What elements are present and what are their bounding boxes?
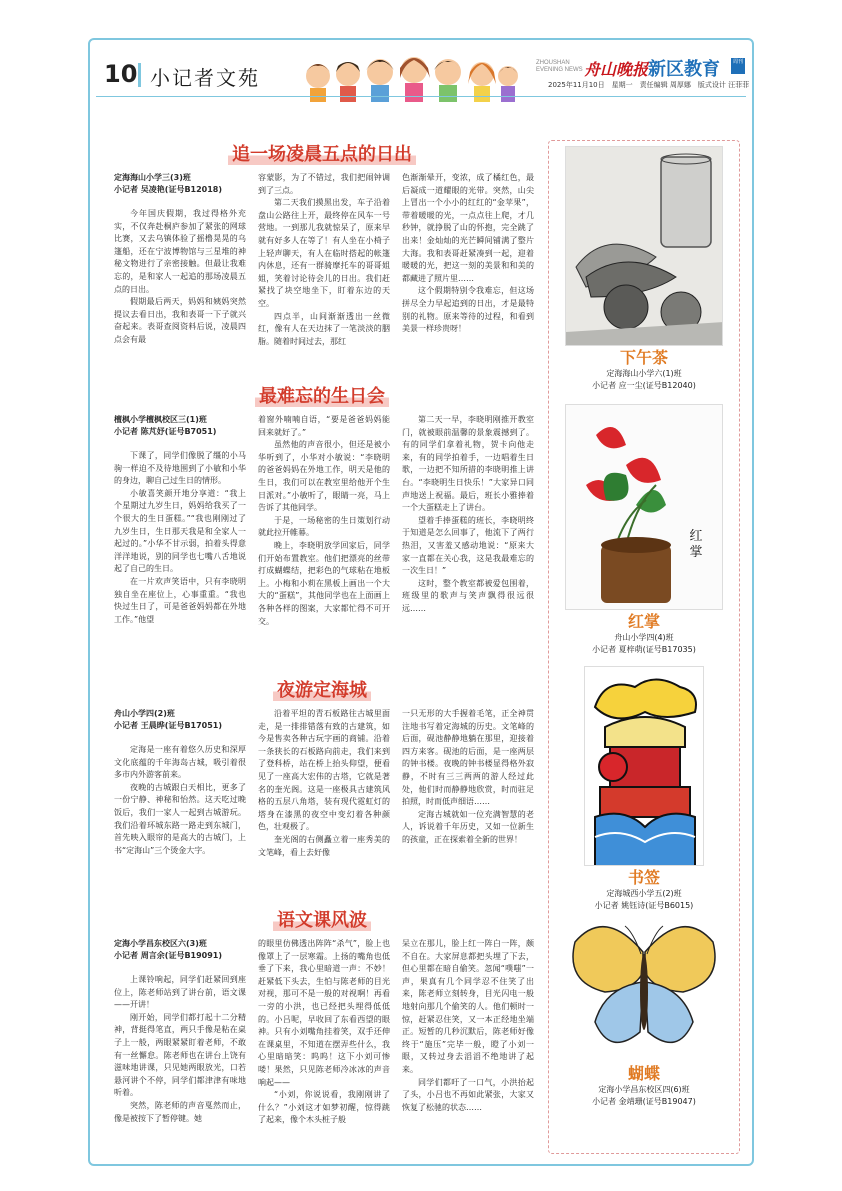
page-number: 10	[104, 60, 138, 88]
article-column	[258, 938, 390, 1127]
butterfly-drawing	[565, 912, 723, 1062]
artwork-title: 红掌	[627, 612, 660, 631]
school: 定海海山小学三(3)班	[114, 173, 191, 182]
article-column	[114, 414, 246, 628]
paragraph: 沿着平坦的青石板路往古城里面走，是一排排错落有致的古建筑，如今是售卖各种古玩字画的商铺。沿着一条狭长的石板路向前走，我们来到了登科桥，站在桥上抬头仰望，便看见了一座高大宏伟的古塔，它就是著名的奎光阁。这是一座极具古建筑风格的五层八角塔，装有现代霓虹灯的塔身在漆黑的夜空中变幻着各种颜色，壮观极了。	[258, 709, 390, 832]
paragraph: 着窗外喃喃自语，“要是爸爸妈妈能回来就好了。”	[258, 415, 390, 437]
paragraph: 这个假期特别令我难忘，但这场拼尽全力早起追到的日出，才是最特别的礼物。原来等待的过程，和看到美景一样珍贵呀！	[402, 286, 534, 334]
paragraph: 第二天一早，李晓明刚推开教室门，就被眼前温馨的景象震撼到了。有的同学们拿着礼物，贺卡向他走来，有的同学拍着手，一边唱着生日歌，一边把不知所措的李晓明推上讲台。“李晓明生日快乐！”大家异口同声地送上祝福。最后，班长小雅捧着一个大蛋糕走上了讲台。	[402, 415, 534, 513]
school: 定海小学昌东校区六(3)班	[114, 939, 207, 948]
article-body	[114, 708, 534, 859]
artwork-image	[565, 912, 723, 1062]
paragraph: 虽然他的声音很小，但还是被小华听到了，小华对小敏说：“李晓明的爸爸妈妈在外地工作，明天是他的生日，我们可以在教室里给他开个生日派对。”小敏听了，眼睛一亮，马上告诉了其他同学。	[258, 440, 390, 513]
byline	[114, 172, 246, 196]
reporter: 小记者 陈芃妤(证号B7051)	[114, 427, 217, 436]
article-column	[402, 172, 534, 348]
paragraph: 于是，一场秘密的生日策划行动就此拉开帷幕。	[258, 515, 390, 538]
article	[110, 906, 534, 932]
paragraph: “小刘，你说说看，我刚刚讲了什么？”小刘这才如梦初醒，惊得跳了起来，像个木头桩子般	[258, 1090, 390, 1125]
paragraph: 呆立在那儿，脸上红一阵白一阵，颇不自在。大家屏息都把头埋了下去，但心里都在暗自偷笑。忽闻“噗嗤”一声，果真有几个同学忍不住笑了出来，陈老师立刻转身，目光闪电一般地射向那几个偷笑的人。他们顿时一惊，赶紧忍住笑，又一本正经地坐端正。短暂的几秒沉默后，陈老师好像终于“施压”完毕一般，瞪了小刘一眼，又转过身去滔滔不绝地讲了起来。	[402, 939, 534, 1074]
article-column	[258, 172, 390, 348]
brand-english: ZHOUSHAN EVENING NEWS	[536, 60, 583, 73]
article-column	[114, 938, 246, 1127]
article-column	[402, 708, 534, 859]
byline	[114, 708, 246, 732]
paragraph: 下课了，同学们像脱了缰的小马驹一样迫不及待地围到了小敏和小华的身边，聊自己过生日的情形。	[114, 451, 246, 486]
anthurium-painting	[566, 405, 723, 610]
article-column	[114, 708, 246, 859]
paragraph: 的眼里仿佛透出阵阵“杀气”，脸上也像罩上了一层寒霜。上扬的嘴角也低垂了下来，我心里暗道一声：不妙！赶紧低下头去，生怕与陈老师的目光对视，那可不是一般的对视啊！再看一旁的小洪，也已经把头埋得低低的。小吕呢，早收回了东看西望的眼神。只有小刘嘴角挂着笑，双手还伸在课桌里，不知道在摆弄些什么，我心里暗暗笑：呜呜！这下小刘可惨喽！果然，只见陈老师冷冰冰的声音响起——	[258, 939, 390, 1087]
paragraph: 晚上，李晓明放学回家后，同学们开始布置教室。他们把漂亮的丝带打成蝴蝶结，把彩色的气球粘在地板上。小梅和小莉在黑板上画出一个大大的“蛋糕”，其他同学也在上面画上各种各样的图案，大家都忙得不可开交。	[258, 540, 390, 626]
artwork-reporter: 小记者 夏梓萌(证号B17035)	[592, 645, 696, 654]
reporter: 小记者 吴凌艳(证号B12018)	[114, 185, 223, 194]
byline	[114, 414, 246, 438]
artwork-item	[556, 912, 732, 1108]
paragraph: 夜晚的古城跟白天相比，更多了一份宁静、神秘和怡然。这天吃过晚饭后，我们一家人一起到古城游玩。我们沿着环城东路一路走到东城门，首先映入眼帘的是高大的古城门，上书“定海山”三个烫金大字。	[114, 782, 246, 855]
reporter: 小记者 王晨晔(证号B17051)	[114, 721, 223, 730]
paragraph: 突然，陈老师的声音戛然而止，像是被按下了暂停键。她	[114, 1100, 246, 1123]
artwork-title: 书签	[627, 868, 660, 887]
artwork-image	[565, 146, 723, 346]
artwork-school: 定海海山小学六(1)班	[606, 369, 682, 378]
reporter: 小记者 周言余(证号B19091)	[114, 951, 223, 960]
brand-logo: 舟山晚报	[584, 60, 649, 79]
brand-section: 新区教育	[648, 59, 720, 80]
article-title: 夜游定海城	[110, 676, 534, 702]
article-title: 追一场凌晨五点的日出	[110, 140, 534, 166]
article-column	[402, 938, 534, 1127]
date-line: 2025年11月10日 星期一 责任编辑 周厚娜 版式设计 汪菲菲	[548, 81, 750, 89]
paragraph: 定海古城就如一位充满智慧的老人，诉说着千年历史，又如一位新生的孩童，正在探索着全新的世界！	[402, 809, 534, 844]
paragraph: 奎光阁的右侧矗立着一座秀美的文笔峰，看上去好像	[258, 834, 390, 857]
artwork-reporter: 小记者 姚钰诗(证号B6015)	[594, 901, 694, 910]
header-divider	[138, 63, 141, 87]
paragraph: 小敏喜笑颜开地分享道：“我上个星期过九岁生日，妈妈给我买了一个很大的生日蛋糕。”“我也刚刚过了九岁生日，生日那天我是和全家人一起过的。”小华不甘示弱，拍着头得意洋洋地说，别的同学也七嘴八舌地说起了自己的生日。	[114, 488, 246, 574]
children-illustration	[300, 44, 520, 104]
artwork-image	[565, 404, 723, 610]
paragraph: 假期最后两天，妈妈和姨妈突然提议去看日出，我和表哥一下子就兴奋起来。表哥查阅资料后说，凌晨四点会有最	[114, 297, 246, 344]
artwork-school: 舟山小学四(4)班	[614, 633, 674, 642]
paragraph: 色渐渐晕开，变浓，成了橘红色，最后凝成一道耀眼的光带。突然，山尖上冒出一个小小的红红的“金苹果”，带着暖暖的光，一点点往上爬，才几秒钟，就挣脱了山的怀抱，完全跳了出来！金灿灿的光芒瞬间铺满了整片大海。我和表哥赶紧凑到一起，迎着暖暖的光，把这一刻的美景和和美的都藏进了照片里……	[402, 173, 534, 283]
paragraph: 今年国庆假期，我过得格外充实，不仅奔赴桐庐参加了紧张的网球比赛，又去乌镇体验了摇橹晃晃的乌篷船，还在宁波博物馆与三星堆的神秘文物进行了亲密接触。但最让我难忘的，是和家人一起追的那场凌晨五点的日出。	[114, 209, 246, 294]
byline	[114, 938, 246, 962]
artwork-reporter: 小记者 金靖珊(证号B19047)	[592, 1097, 696, 1106]
paragraph: 上课铃响起，同学们赶紧回到座位上，陈老师站到了讲台前，语文课——开讲！	[114, 975, 246, 1010]
article-title: 最难忘的生日会	[110, 382, 534, 408]
article	[110, 676, 534, 702]
article	[110, 140, 534, 166]
article	[110, 382, 534, 408]
artwork-school: 定海城西小学五(2)班	[606, 889, 682, 898]
brand-section-tag: 周刊	[731, 58, 745, 74]
still-life-sketch	[566, 147, 723, 346]
artwork-reporter: 小记者 应一尘(证号B12040)	[592, 381, 696, 390]
painting-inscription: 红掌	[689, 529, 703, 560]
school: 檀枫小学檀枫校区三(1)班	[114, 415, 207, 424]
school: 舟山小学四(2)班	[114, 709, 175, 718]
paragraph: 四点半，山间渐渐透出一丝微红，像有人在天边抹了一笔淡淡的胭脂。随着时间过去，那红	[258, 311, 390, 346]
artwork-item	[556, 146, 732, 392]
section-title: 小记者文苑	[150, 66, 260, 90]
paragraph: 容蒙影，为了不错过，我们把闹钟调到了三点。	[258, 173, 390, 195]
bookmark-painting	[585, 667, 704, 866]
article-title: 语文课风波	[110, 906, 534, 932]
artwork-item	[556, 404, 732, 656]
paragraph: 这时，整个教室都被爱包围着，班级里的歌声与笑声飘得很远很远……	[402, 578, 534, 613]
artwork-title: 下午茶	[619, 348, 668, 367]
article-body	[114, 414, 534, 628]
article-body	[114, 938, 534, 1127]
artwork-title: 蝴蝶	[627, 1064, 660, 1083]
header-rule	[96, 96, 746, 97]
artwork-school: 定海小学昌东校区四(6)班	[598, 1085, 690, 1094]
paragraph: 同学们都吁了一口气，小洪抬起了头，小吕也不再如此紧张，大家又恢复了松驰的状态……	[402, 1077, 534, 1112]
paragraph: 第二天我们摸黑出发，车子沿着盘山公路往上开，最终停在风车一号营地。一到那儿我就惊呆了，原来早就有好多人在等了！有人坐在小椅子上轻声聊天，有人在临时搭起的帐篷内休息，还有一群骑摩托车的哥哥姐姐，笑着讨论待会儿的日出。我们赶紧找了块空地坐下，盯着东边的天空。	[258, 198, 390, 308]
paragraph: 刚开始，同学们都打起十二分精神，背挺得笔直，两只手像是粘在桌子上一般，两眼紧紧盯着老师，不敢有一丝懈怠。陈老师也在讲台上饶有滋味地讲课，只见她两眼放光，口若悬河讲个不停，同学们都津津有味地听着。	[114, 1012, 246, 1098]
article-column	[402, 414, 534, 628]
artwork-image	[584, 666, 704, 866]
paragraph: 一只无形的大手握着毛笔，正全神贯注地书写着定海城的历史。文笔峰的后面，砚池静静地躺在那里，迎接着四方来客。砚池的后面，是一座两层的钟书楼。夜晚的钟书楼显得格外寂静，不时有三三两两的游人经过此处，他们时而静静地欣赏，时而驻足拍照，时而低声细语……	[402, 709, 534, 807]
paragraph: 定海是一座有着悠久历史和深厚文化底蕴的千年海岛古城，吸引着很多市内外游客前来。	[114, 745, 246, 780]
paragraph: 在一片欢声笑语中，只有李晓明独自坐在座位上，心事重重。“我也快过生日了，可是爸爸妈妈都在外地工作。”他望	[114, 576, 246, 624]
paragraph: 望着手捧蛋糕的班长，李晓明终于知道是怎么回事了，他流下了两行热泪，又害羞又感动地说：“原来大家一直都在关心我，这是我最难忘的一次生日！”	[402, 515, 534, 576]
article-column	[114, 172, 246, 348]
article-body	[114, 172, 534, 348]
article-column	[258, 414, 390, 628]
article-column	[258, 708, 390, 859]
artwork-item	[556, 666, 732, 912]
